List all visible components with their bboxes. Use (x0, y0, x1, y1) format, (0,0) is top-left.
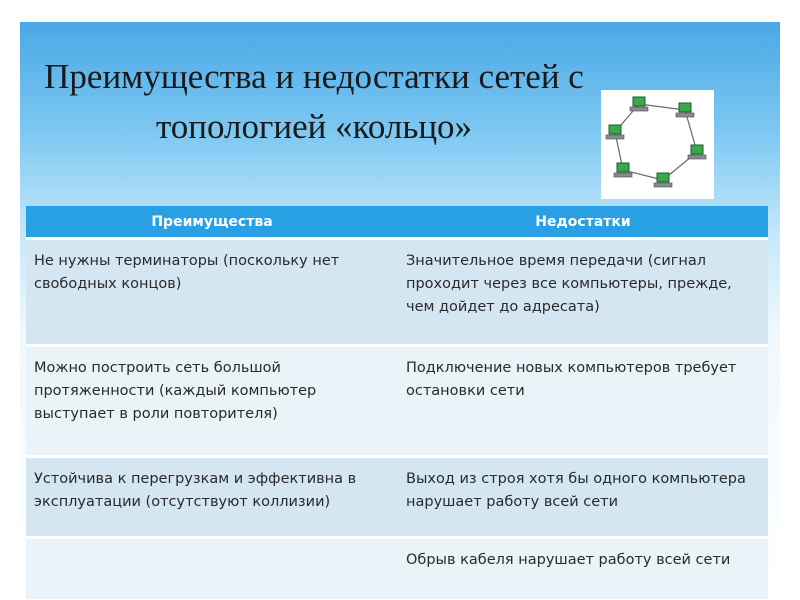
slide-title: Преимущества и недостатки сетей с топологией «кольцо» (44, 57, 584, 146)
table-row (26, 346, 768, 457)
advantage-cell: Можно построить сеть большой протяженности (каждый компьютер выступает в роли повторителя) (26, 346, 398, 457)
header-disadvantages: Недостатки (398, 206, 768, 239)
table-row (26, 239, 768, 346)
table-row (26, 538, 768, 600)
disadvantage-cell: Подключение новых компьютеров требует остановки сети (398, 346, 768, 457)
header-advantages: Преимущества (26, 206, 398, 239)
slide (20, 22, 780, 582)
comparison-table (26, 206, 768, 599)
computer-node-icon (630, 97, 648, 111)
table-header-row (26, 206, 768, 239)
disadvantage-cell: Обрыв кабеля нарушает работу всей сети (398, 538, 768, 600)
ring-topology-icon (601, 90, 714, 199)
table-row (26, 457, 768, 538)
computer-node-icon (676, 103, 694, 117)
computer-node-icon (688, 145, 706, 159)
computer-node-icon (614, 163, 632, 177)
advantage-cell: Не нужны терминаторы (поскольку нет свободных концов) (26, 239, 398, 346)
ring-topology-diagram (601, 90, 714, 199)
advantage-cell (26, 538, 398, 600)
computer-node-icon (606, 125, 624, 139)
computer-node-icon (654, 173, 672, 187)
disadvantage-cell: Значительное время передачи (сигнал проходит через все компьютеры, прежде, чем дойдет до адресата) (398, 239, 768, 346)
advantage-cell: Устойчива к перегрузкам и эффективна в эксплуатации (отсутствуют коллизии) (26, 457, 398, 538)
disadvantage-cell: Выход из строя хотя бы одного компьютера нарушает работу всей сети (398, 457, 768, 538)
